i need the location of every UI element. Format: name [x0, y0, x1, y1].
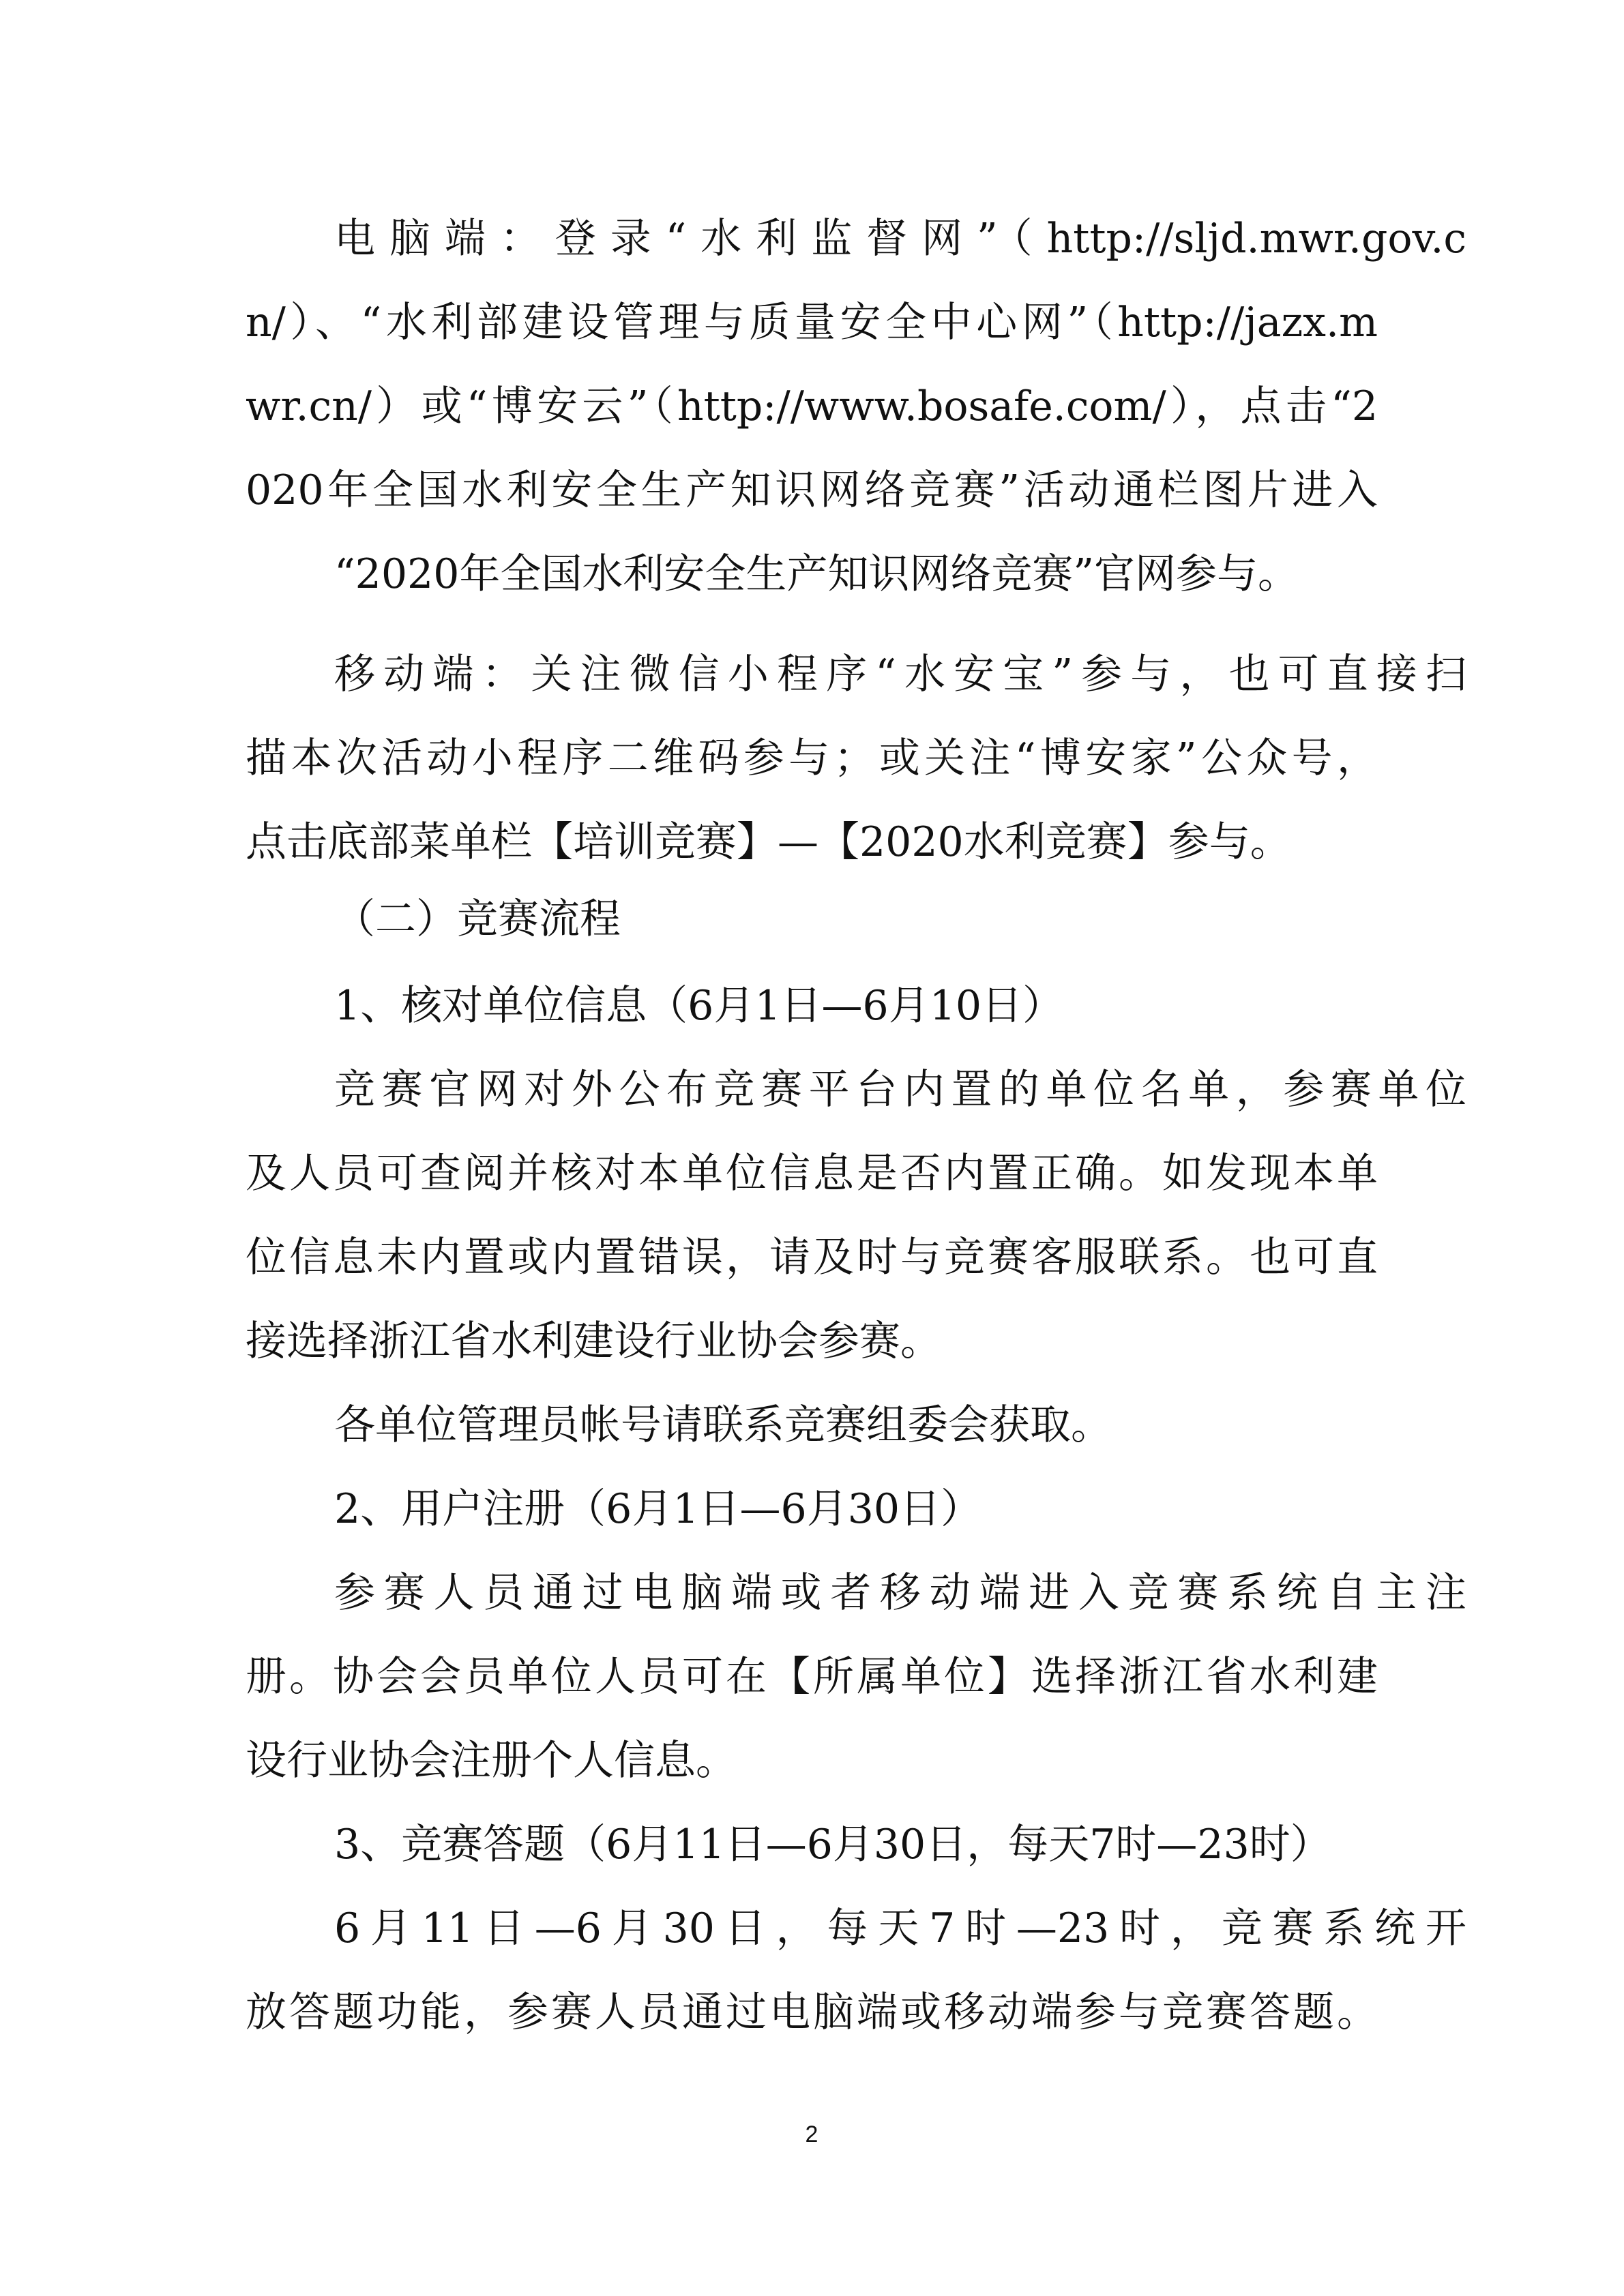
paragraph-line: 020年全国水利安全生产知识网络竞赛”活动通栏图片进入 — [246, 466, 1378, 514]
page-number: 2 — [805, 2121, 818, 2147]
paragraph-line: wr.cn/）或“博安云”（http://www.bosafe.com/），点击“2 — [246, 383, 1378, 430]
paragraph-line: 设行业协会注册个人信息。 — [246, 1737, 737, 1785]
paragraph-line: 位信息未内置或内置错误，请及时与竞赛客服联系。也可直 — [246, 1234, 1378, 1281]
paragraph-line: 移动端：关注微信小程序“水安宝”参与，也可直接扫 — [334, 651, 1466, 698]
paragraph-line: 放答题功能，参赛人员通过电脑端或移动端参与竞赛答题。 — [246, 1988, 1378, 2036]
step-heading: 1、核对单位信息（6月1日—6月10日） — [334, 982, 1064, 1030]
step-heading: 3、竞赛答题（6月11日—6月30日，每天7时—23时） — [334, 1821, 1331, 1868]
paragraph-line: “2020年全国水利安全生产知识网络竞赛”官网参与。 — [334, 550, 1299, 598]
paragraph-line: 点击底部菜单栏【培训竞赛】—【2020水利竞赛】参与。 — [246, 818, 1291, 866]
paragraph-line: 描本次活动小程序二维码参与；或关注“博安家”公众号， — [246, 734, 1378, 782]
paragraph-line: 6月11日—6月30日，每天7时—23时，竞赛系统开 — [334, 1905, 1466, 1952]
step-heading: 2、用户注册（6月1日—6月30日） — [334, 1485, 982, 1533]
paragraph-line: 各单位管理员帐号请联系竞赛组委会获取。 — [334, 1401, 1112, 1449]
paragraph-line: 接选择浙江省水利建设行业协会参赛。 — [246, 1317, 941, 1365]
paragraph-line: 电脑端：登录“水利监督网”（http://sljd.mwr.gov.c — [334, 215, 1466, 263]
paragraph-line: 册。协会会员单位人员可在【所属单位】选择浙江省水利建 — [246, 1653, 1378, 1701]
paragraph-line: 参赛人员通过电脑端或者移动端进入竞赛系统自主注 — [334, 1569, 1466, 1617]
paragraph-line: n/）、“水利部建设管理与质量安全中心网”（http://jazx.m — [246, 299, 1378, 346]
paragraph-line: 竞赛官网对外公布竞赛平台内置的单位名单，参赛单位 — [334, 1066, 1466, 1114]
paragraph-line: 及人员可查阅并核对本单位信息是否内置正确。如发现本单 — [246, 1150, 1378, 1197]
section-heading: （二）竞赛流程 — [334, 895, 621, 943]
